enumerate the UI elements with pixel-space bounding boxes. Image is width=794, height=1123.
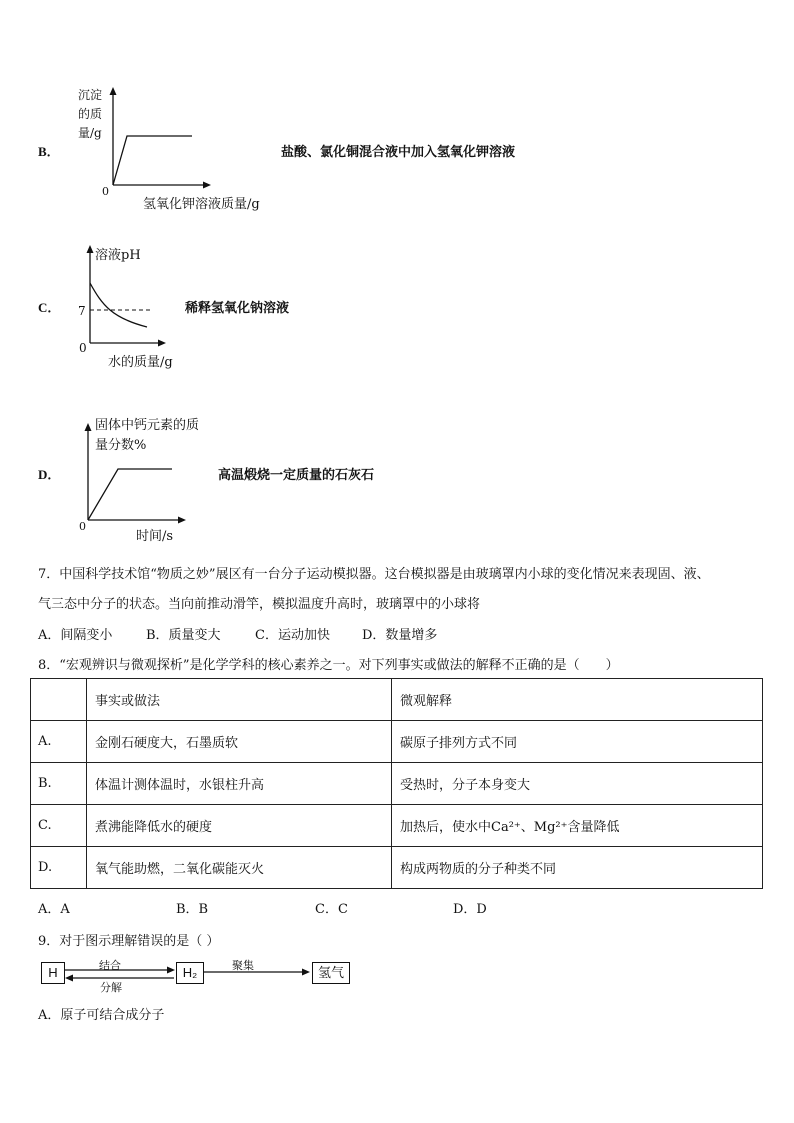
q9-arrow-combine-label: 结合: [99, 959, 121, 972]
q8-option-c: C．C: [315, 902, 348, 917]
q9-option-a: A．原子可结合成分子: [38, 1008, 165, 1023]
table-cell: 氧气能助燃，二氧化碳能灭火: [87, 847, 392, 889]
option-c-letter: C．: [38, 300, 61, 315]
q8-option-d: D．D: [453, 902, 487, 917]
option-c-ylabel: 溶液pH: [95, 248, 141, 263]
option-d-ylabel-line2: 量分数%: [95, 438, 147, 453]
option-d-letter: D．: [38, 467, 61, 482]
q9-arrow-decompose-label: 分解: [100, 981, 122, 994]
q8-stem: 8．“宏观辨识与微观探析”是化学学科的核心素养之一。对下列事实或做法的解释不正确的是（ ）: [38, 658, 619, 673]
q7-option-a: A．间隔变小: [38, 628, 113, 643]
table-cell: 煮沸能降低水的硬度: [87, 805, 392, 847]
table-cell: 加热后，使水中Ca²⁺、Mg²⁺含量降低: [392, 805, 763, 847]
q9-box-h2: H₂: [176, 962, 204, 984]
table-cell: 金刚石硬度大，石墨质软: [87, 721, 392, 763]
table-cell: C.: [31, 805, 87, 847]
table-cell: 体温计测体温时，水银柱升高: [87, 763, 392, 805]
q7-option-c: C．运动加快: [255, 628, 330, 643]
q9-stem: 9．对于图示理解错误的是（ ）: [38, 934, 220, 949]
q9-box-h: H: [41, 962, 65, 984]
table-cell: A.: [31, 721, 87, 763]
table-header-cell: 微观解释: [392, 679, 763, 721]
table-cell: D.: [31, 847, 87, 889]
q9-decompose-arrowhead: [65, 975, 73, 982]
option-d-origin: 0: [79, 520, 86, 533]
option-c-ytick: 7: [78, 304, 86, 318]
q7-option-b: B．质量变大: [146, 628, 221, 643]
option-c-origin: 0: [79, 341, 87, 355]
table-header-cell: 事实或做法: [87, 679, 392, 721]
q9-arrow-gather-label: 聚集: [232, 959, 254, 972]
q9-gather-arrowhead: [302, 969, 310, 976]
table-cell: 碳原子排列方式不同: [392, 721, 763, 763]
option-b-ylabel-line3: 量/g: [78, 126, 102, 140]
q9-box-hydrogen: 氢气: [312, 962, 350, 984]
option-b-ylabel-line2: 的质: [78, 107, 103, 121]
option-d-description: 高温煅烧一定质量的石灰石: [218, 468, 375, 483]
q7-stem-line2: 气三态中分子的状态。当向前推动滑竿，模拟温度升高时，玻璃罩中的小球将: [38, 597, 481, 612]
table-cell: B.: [31, 763, 87, 805]
q8-option-a: A．A: [38, 902, 70, 917]
option-b-xlabel: 氢氧化钾溶液质量/g: [143, 197, 260, 212]
option-b-letter: B．: [38, 144, 60, 159]
q7-option-d: D．数量增多: [362, 628, 438, 643]
option-c-xlabel: 水的质量/g: [108, 355, 173, 370]
q9-combine-arrowhead: [167, 967, 175, 974]
option-c-description: 稀释氢氧化钠溶液: [185, 301, 290, 316]
option-b-ylabel-line1: 沉淀: [78, 88, 103, 102]
option-d-ylabel-line1: 固体中钙元素的质: [95, 418, 200, 433]
table-cell: 受热时，分子本身变大: [392, 763, 763, 805]
option-b-description: 盐酸、氯化铜混合液中加入氢氧化钾溶液: [281, 145, 516, 160]
option-b-origin: 0: [102, 185, 109, 198]
q8-option-b: B．B: [176, 902, 209, 917]
q7-stem-line1: 7．中国科学技术馆“物质之妙”展区有一台分子运动模拟器。这台模拟器是由玻璃罩内小球的变化情况来表现固、液、: [38, 567, 710, 582]
table-cell: 构成两物质的分子种类不同: [392, 847, 763, 889]
option-d-xlabel: 时间/s: [136, 529, 174, 544]
